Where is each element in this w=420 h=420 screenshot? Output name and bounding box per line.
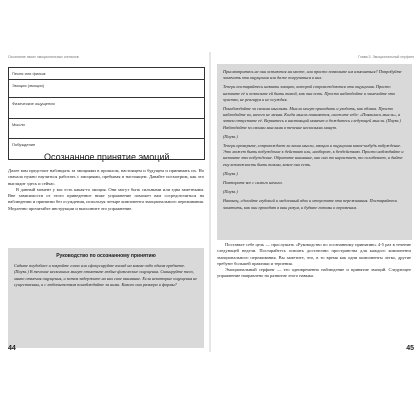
right-paragraph-2: Эмоциональный серфинг — это одновременно наблюдение и принятие эмоций. Следующее упражнение направлено на развитие этого навыка. xyxy=(217,267,411,279)
worksheet-row-sensations: Физические ощущения xyxy=(9,97,204,118)
right-page xyxy=(213,52,418,352)
left-page xyxy=(4,52,209,352)
worksheet-row-emotion: Эмоция (эмоции) xyxy=(9,79,204,97)
running-head-right: Глава 3. Эмоциональный серфинг xyxy=(358,55,414,59)
worksheet-row-song: Песня или фильм: xyxy=(12,71,47,76)
box-pause: (Пауза.) xyxy=(223,189,238,195)
left-paragraph-1: Далее вам предстоит наблюдать за эмоциями в прошлом, настоящем и будущем и принимать их. Но сначала нужно научиться работать с эмоциями, пребывая в настоящем. Давайте посмотрим, как это выглядит здесь и сейчас. xyxy=(8,168,204,186)
worksheet-row-thoughts: Мысли xyxy=(9,118,204,138)
page-number-left: 44 xyxy=(8,345,16,352)
box-pause: (Пауза.) xyxy=(223,133,238,139)
gutter xyxy=(209,52,211,352)
right-paragraph-1: Поставьте себе цель — прослушать «Руководство по осознанному принятию» 4-5 раз в течение следующей недели. Постарайтесь освоить достаточно пространства для каждого компонента эмоционального переживания. Вы заметите, что, в то время как одни компоненты легко, другие требуют большей практики и терпения. xyxy=(217,242,411,266)
box-paragraph: Теперь проверьте, сопровождает ли ваши мысли, эмоции и ощущения какое-нибудь побуждение. Это может быть побуждение к действию или, наоборот, к бездействию. Просто наблюдайте и назовите это побуждение. Обратите внимание, как оно то нарастает, то ослабевает, и дайте ему возможность быть таким, какое оно есть. xyxy=(223,143,404,167)
worksheet-table xyxy=(8,67,205,160)
box-paragraph: Повторите все с самого начала. xyxy=(223,180,283,186)
section-title: Осознанное принятие эмоций xyxy=(44,152,170,162)
right-body-text xyxy=(217,242,411,280)
exercise-box xyxy=(8,248,204,348)
box-pause: (Пауза.) xyxy=(223,170,238,176)
page-number-right: 45 xyxy=(406,345,414,352)
box-paragraph: Теперь постарайтесь назвать эмоцию, которой сопровождаются эти ощущения. Просто назовите её и позвольте ей быть такой, как она есть. Просто наблюдайте и замечайте это чувство, не реагируя и не осуждая. xyxy=(223,84,395,102)
exercise-box-text: Сядьте поудобнее и закройте глаза или сфокусируйте взгляд на каком-либо одном предмете. (Пауза.) В течение нескольких минут отметьте любые физические ощущения. Сканируйте тело, мягко отмечая ощущения, и затем задержите на них свое внимание. Если некоторые ощущения не существенны, и с любопытством понаблюдайте за ними. Какого они размера и формы? xyxy=(14,263,198,287)
left-paragraph-2: В данный момент у вас есть какая-то эмоция. Они могут быть сильными или едва заметными. Вне зависимости от этого приведенное ниже упражнение поможет вам сосредоточиться на наблюдении и принятии без осуждения, используя четыре компонента эмоционального переживания. Медленно прочитайте инструкции и выполните это упражнение. xyxy=(8,186,204,211)
exercise-box-continued xyxy=(217,64,412,240)
worksheet-row-urge: Побуждение xyxy=(9,138,204,159)
left-body-text xyxy=(8,168,204,212)
box-paragraph: Присмотритесь не они остаются на месте, или просто позвольте им изменяться? Попробуйте замечать эти ощущения или даже погрузиться в них. xyxy=(223,69,402,81)
exercise-box-title: Руководство по осознанному принятию xyxy=(56,253,156,259)
running-head-left: Осознание своих эмоциональных сигналов xyxy=(8,55,79,59)
box-paragraph: Понаблюдайте за своими мыслями. Мысли могут приходить и уходить, как облака. Просто наблюдайте их, ничего не меняя. Когда мысль появляется, скажите себе: «Появилась мысль», а затем отпустите её. Вернитесь в настоящий момент и дождитесь следующей мысли. (Пауза.) Наблюдайте за своими мыслями в течение нескольких минут. xyxy=(223,106,401,130)
box-paragraph: Наконец, сделайте глубокий и медленный вдох и отпустите эти переживания. Постарайтесь заметить, как они проходят в ваш разум, и будьте готовы к переменам. xyxy=(223,198,398,210)
